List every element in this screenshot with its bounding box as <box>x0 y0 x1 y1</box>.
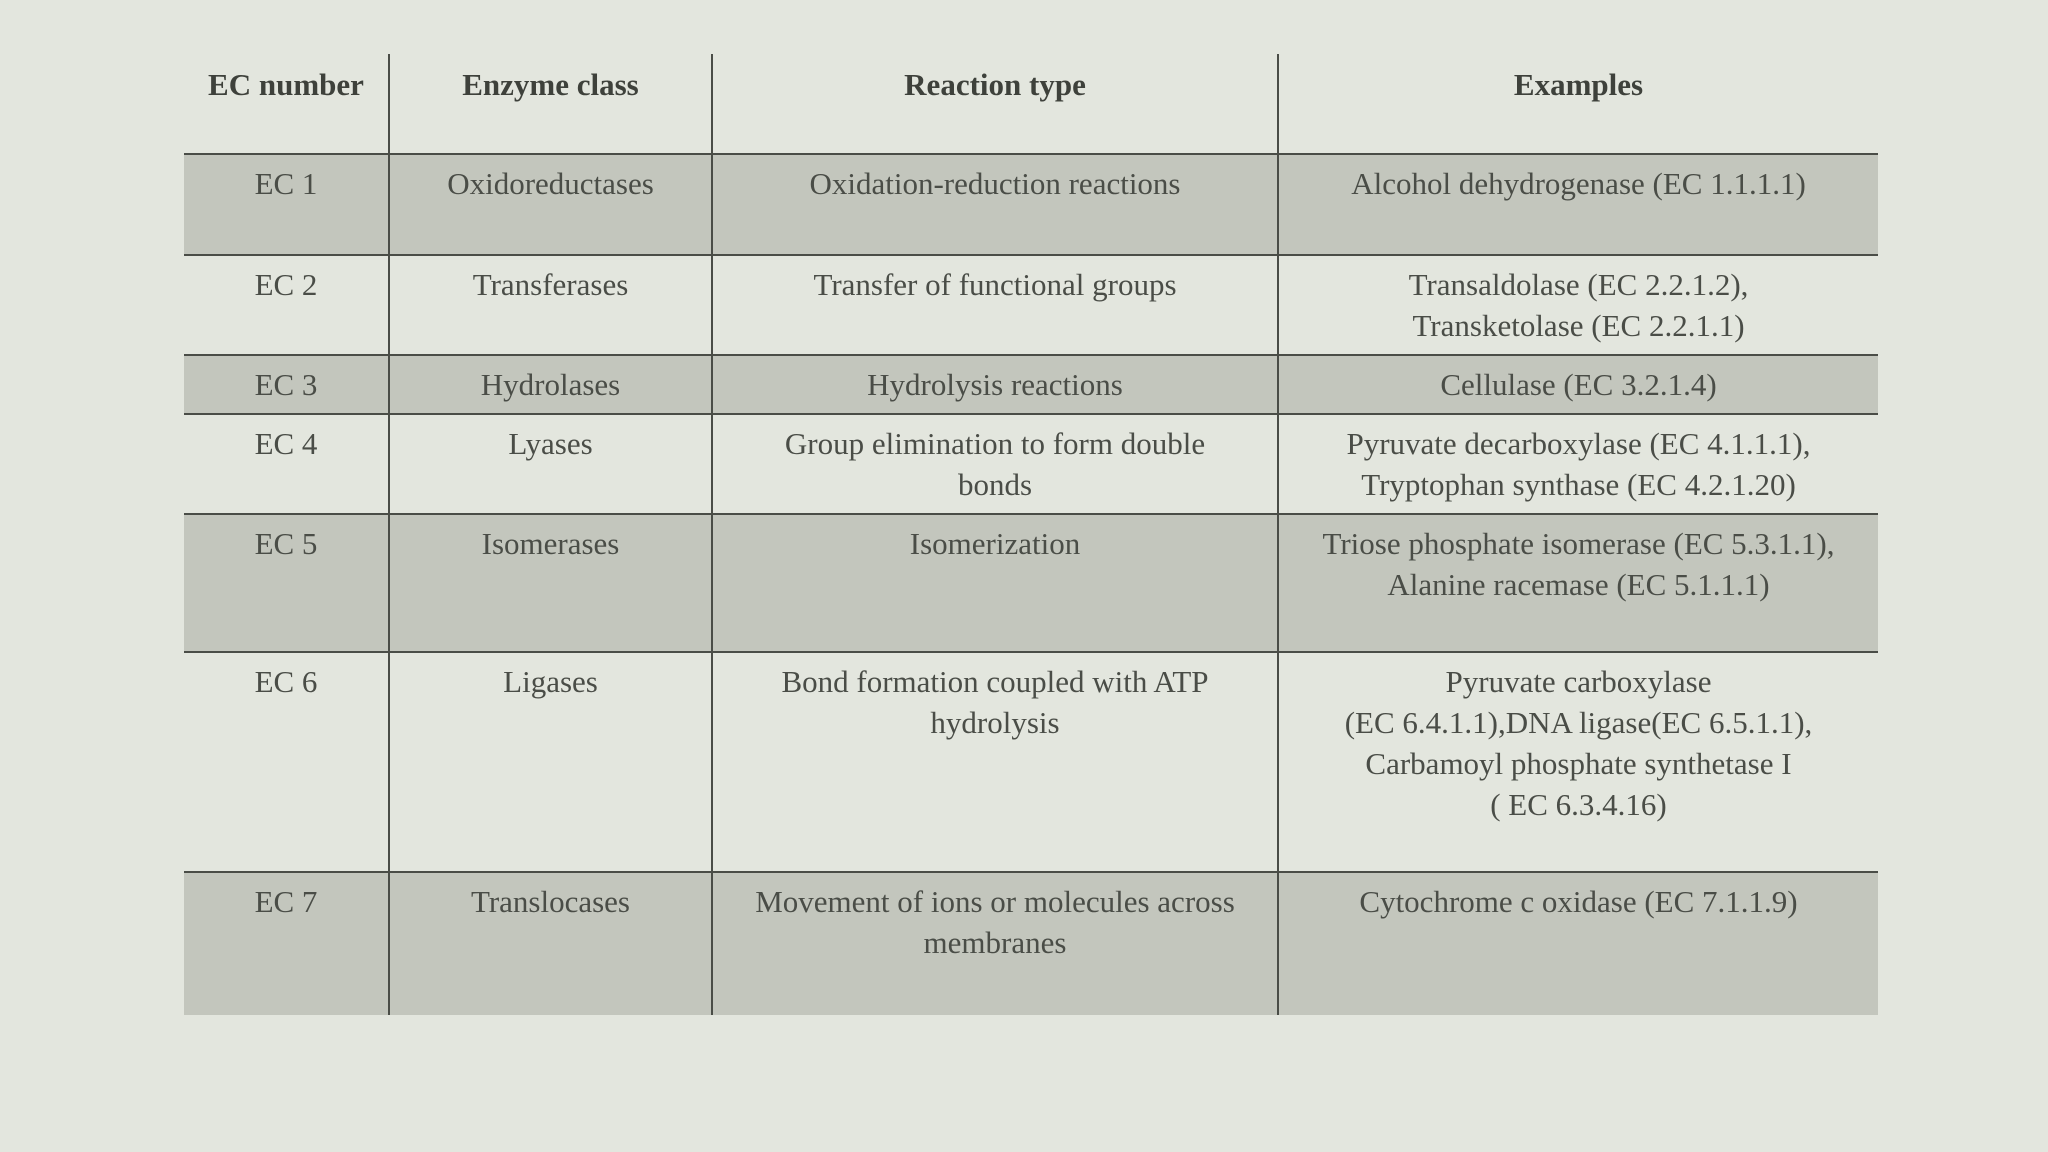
enzyme-class-cell: Isomerases <box>389 514 712 652</box>
reaction-type-line: bonds <box>957 467 1033 502</box>
example-line: Cellulase (EC 3.2.1.4) <box>1440 367 1717 402</box>
reaction-type-cell <box>712 255 1278 355</box>
reaction-type-line: membranes <box>923 925 1067 960</box>
ec-number-cell: EC 6 <box>184 652 389 872</box>
examples-cell <box>1278 414 1878 514</box>
examples-cell <box>1278 514 1878 652</box>
examples-cell <box>1278 355 1878 414</box>
examples-cell <box>1278 255 1878 355</box>
example-line: Pyruvate carboxylase <box>1445 664 1712 699</box>
enzyme-class-cell: Lyases <box>389 414 712 514</box>
table-row <box>184 414 1878 514</box>
example-line: Pyruvate decarboxylase (EC 4.1.1.1), <box>1346 426 1811 461</box>
header-reaction-type: Reaction type <box>712 54 1278 154</box>
enzyme-class-cell: Translocases <box>389 872 712 1015</box>
example-line: Alcohol dehydrogenase (EC 1.1.1.1) <box>1351 166 1806 201</box>
ec-number-cell: EC 3 <box>184 355 389 414</box>
example-line: Tryptophan synthase (EC 4.2.1.20) <box>1361 467 1796 502</box>
reaction-type-line: Isomerization <box>909 526 1081 561</box>
header-enzyme-class: Enzyme class <box>389 54 712 154</box>
table-row <box>184 514 1878 652</box>
example-line: Transaldolase (EC 2.2.1.2), <box>1408 267 1749 302</box>
table-row <box>184 154 1878 255</box>
enzyme-class-cell: Ligases <box>389 652 712 872</box>
reaction-type-cell <box>712 872 1278 1015</box>
ec-number-cell: EC 7 <box>184 872 389 1015</box>
reaction-type-cell <box>712 414 1278 514</box>
example-line: Triose phosphate isomerase (EC 5.3.1.1), <box>1322 526 1835 561</box>
enzyme-class-cell: Transferases <box>389 255 712 355</box>
reaction-type-line: Movement of ions or molecules across <box>755 884 1235 919</box>
table-row <box>184 652 1878 872</box>
ec-number-cell: EC 1 <box>184 154 389 255</box>
examples-cell <box>1278 652 1878 872</box>
enzyme-classification-table <box>184 54 1878 1015</box>
examples-cell <box>1278 154 1878 255</box>
example-line: Carbamoyl phosphate synthetase I <box>1365 746 1792 781</box>
example-line: Alanine racemase (EC 5.1.1.1) <box>1387 567 1770 602</box>
ec-number-cell: EC 2 <box>184 255 389 355</box>
header-ec-number: EC number <box>184 54 389 154</box>
table-row <box>184 872 1878 1015</box>
example-line: Cytochrome c oxidase (EC 7.1.1.9) <box>1359 884 1798 919</box>
reaction-type-line: Transfer of functional groups <box>813 267 1177 302</box>
examples-cell <box>1278 872 1878 1015</box>
table-header-row <box>184 54 1878 154</box>
reaction-type-line: Bond formation coupled with ATP <box>781 664 1209 699</box>
table-row <box>184 355 1878 414</box>
table-row <box>184 255 1878 355</box>
reaction-type-line: Group elimination to form double <box>784 426 1206 461</box>
ec-number-cell: EC 5 <box>184 514 389 652</box>
reaction-type-cell <box>712 652 1278 872</box>
example-line: ( EC 6.3.4.16) <box>1490 787 1667 822</box>
reaction-type-line: Oxidation-reduction reactions <box>809 166 1181 201</box>
enzyme-class-cell: Oxidoreductases <box>389 154 712 255</box>
enzyme-class-cell: Hydrolases <box>389 355 712 414</box>
reaction-type-cell <box>712 514 1278 652</box>
example-line: (EC 6.4.1.1),DNA ligase(EC 6.5.1.1), <box>1344 705 1813 740</box>
reaction-type-cell <box>712 355 1278 414</box>
header-examples: Examples <box>1278 54 1878 154</box>
reaction-type-cell <box>712 154 1278 255</box>
reaction-type-line: Hydrolysis reactions <box>867 367 1123 402</box>
example-line: Transketolase (EC 2.2.1.1) <box>1412 308 1745 343</box>
reaction-type-line: hydrolysis <box>930 705 1060 740</box>
ec-number-cell: EC 4 <box>184 414 389 514</box>
